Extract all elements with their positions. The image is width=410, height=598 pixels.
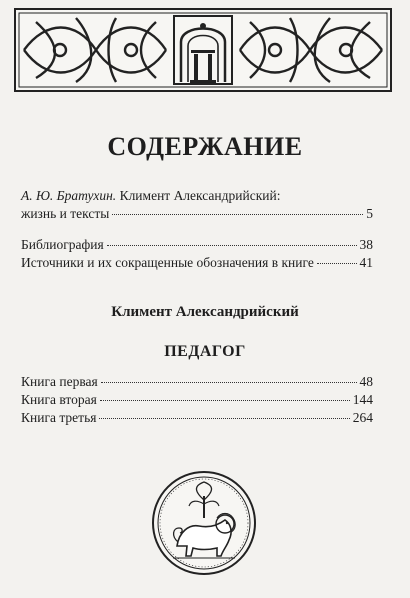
arch-emblem-icon [174, 16, 232, 84]
leader-dots [100, 400, 350, 401]
work-heading: ПЕДАГОГ [164, 343, 246, 360]
book-page: 144 [352, 392, 373, 407]
toc-entry-label: Библиография [21, 237, 104, 252]
leader-dots [112, 214, 363, 215]
book-entry [21, 374, 373, 392]
toc-entry [21, 255, 373, 273]
author-heading: Климент Александрийский [111, 304, 299, 320]
intro-author: А. Ю. Братухин. [21, 188, 117, 203]
contents-title: СОДЕРЖАНИЕ [107, 132, 303, 161]
lion-medallion-icon [151, 470, 257, 581]
book-page: 48 [359, 374, 373, 389]
toc-entry-label: Источники и их сокращенные обозначения в книге [21, 255, 314, 270]
intro-title: Климент Александрийский: [116, 188, 281, 203]
book-page: 264 [352, 410, 373, 425]
book-label: Книга вторая [21, 392, 97, 407]
intro-subtitle: жизнь и тексты [21, 206, 110, 221]
book-entry [21, 410, 373, 428]
toc-entry [21, 237, 373, 255]
intro-entry-line1 [21, 188, 280, 204]
book-label: Книга третья [21, 410, 97, 425]
book-entry [21, 392, 373, 410]
ornament-pattern-icon [16, 10, 390, 90]
intro-entry-line2 [21, 206, 373, 224]
toc-entry-page: 41 [359, 255, 373, 270]
leader-dots [99, 418, 349, 419]
leader-dots [107, 245, 357, 246]
intro-page: 5 [366, 206, 373, 221]
leader-dots [101, 382, 357, 383]
toc-entry-page: 38 [359, 237, 373, 252]
book-label: Книга первая [21, 374, 98, 389]
leader-dots [317, 263, 357, 264]
ornamental-header-band [14, 8, 392, 92]
